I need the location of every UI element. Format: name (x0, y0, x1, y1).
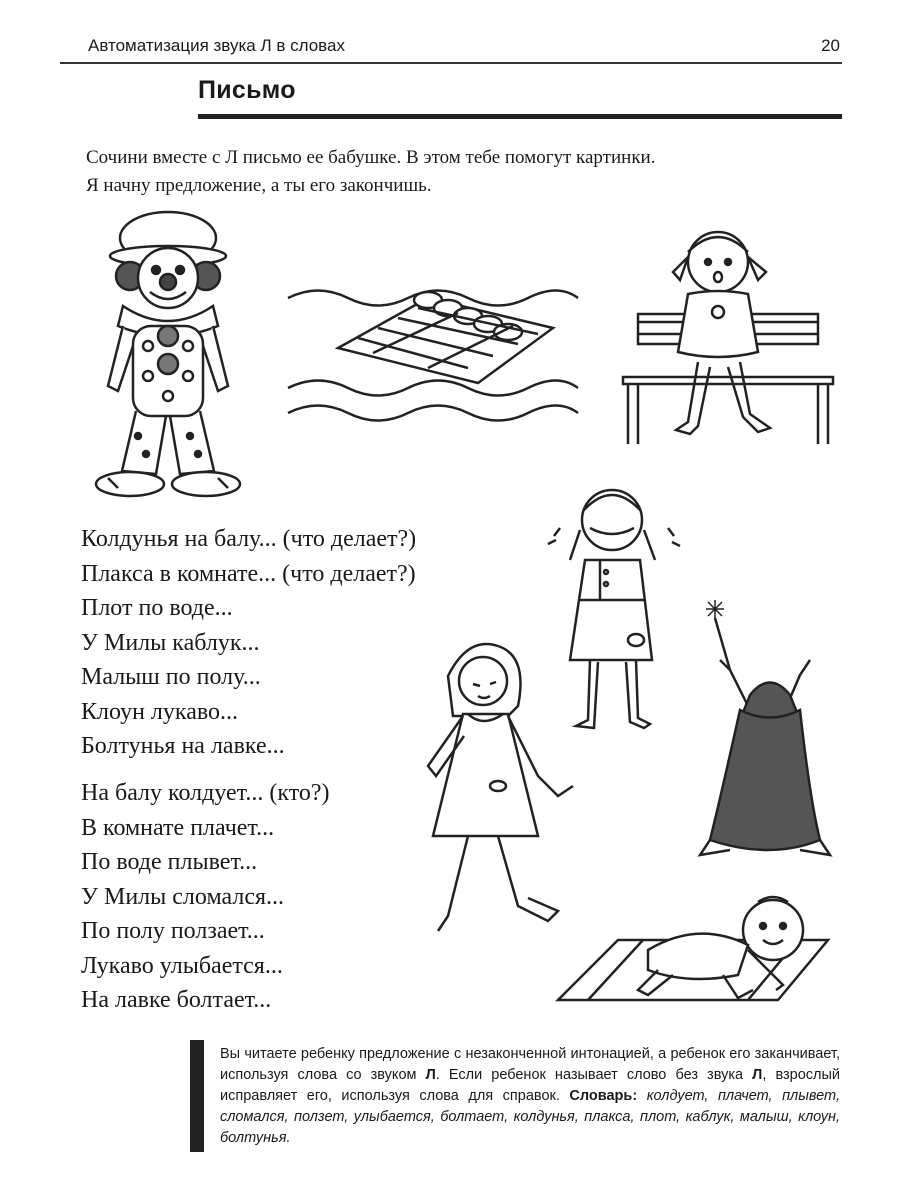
note-bold-letter: Л (425, 1067, 436, 1083)
note-text (220, 1044, 840, 1149)
page-number: 20 (821, 36, 840, 55)
note-text-part: . Если ребенок называет слово без звука (435, 1067, 753, 1083)
witch-illustration (690, 600, 840, 870)
sentence-item: Лукаво улыбается... (81, 952, 283, 979)
sentence-item: По полу ползает... (81, 918, 265, 944)
section-title-underline (198, 114, 842, 119)
sentences-list-1 (81, 522, 416, 764)
header-divider (60, 62, 842, 64)
sentence-item: Плот по воде... (81, 595, 233, 621)
raft-illustration (278, 278, 588, 428)
intro-line-2: Я начну предложение, а ты его закончишь. (86, 175, 432, 196)
header-title: Автоматизация звука Л в словах (88, 36, 345, 55)
sentences-list-2 (81, 776, 330, 1018)
intro-line-1: Сочини вместе с Л письмо ее бабушке. В этом тебе помогут картинки. (86, 147, 656, 168)
intro-text (86, 144, 846, 200)
clown-illustration (78, 206, 258, 506)
note-side-bar (190, 1040, 204, 1152)
sentence-item: Колдунья на балу... (что делает?) (81, 526, 417, 552)
sentence-item: На лавке болтает... (81, 987, 272, 1013)
sentence-item: У Милы каблук... (81, 629, 260, 656)
sentence-item: Болтунья на лавке... (81, 733, 285, 759)
note-text-part: Вы читаете ребенку предложение с незаконченной интонацией, а ребенок его заканчивает, используя слова со звуком (220, 1046, 840, 1083)
girl-on-bench-illustration (618, 222, 838, 450)
sentence-item: Клоун лукаво... (81, 698, 239, 725)
note-bold-letter: Л (752, 1067, 763, 1083)
page-header (60, 32, 842, 68)
sentence-item: На балу колдует... (кто?) (81, 780, 330, 806)
note-dictionary-label: Словарь: (569, 1088, 638, 1104)
note-text-part: , взрослый исправляет его, используя слова для справок. (220, 1067, 841, 1104)
sentence-item: Малыш по полу... (81, 664, 261, 690)
note-dictionary-words: колдует, плачет, плывет, сломался, ползет, улыбается, болтает, колдунья, плакса, плот, каблук, малыш, клоун, болтунья. (220, 1088, 840, 1146)
sentence-item: У Милы сломался... (81, 883, 285, 910)
sentence-item: Плакса в комнате... (что делает?) (81, 560, 416, 587)
section-title: Письмо (198, 76, 296, 104)
sentence-item: В комнате плачет... (81, 814, 275, 841)
crawling-baby-illustration (548, 890, 838, 1010)
sentence-item: По воде плывет... (81, 849, 258, 875)
teacher-note (190, 1040, 850, 1152)
